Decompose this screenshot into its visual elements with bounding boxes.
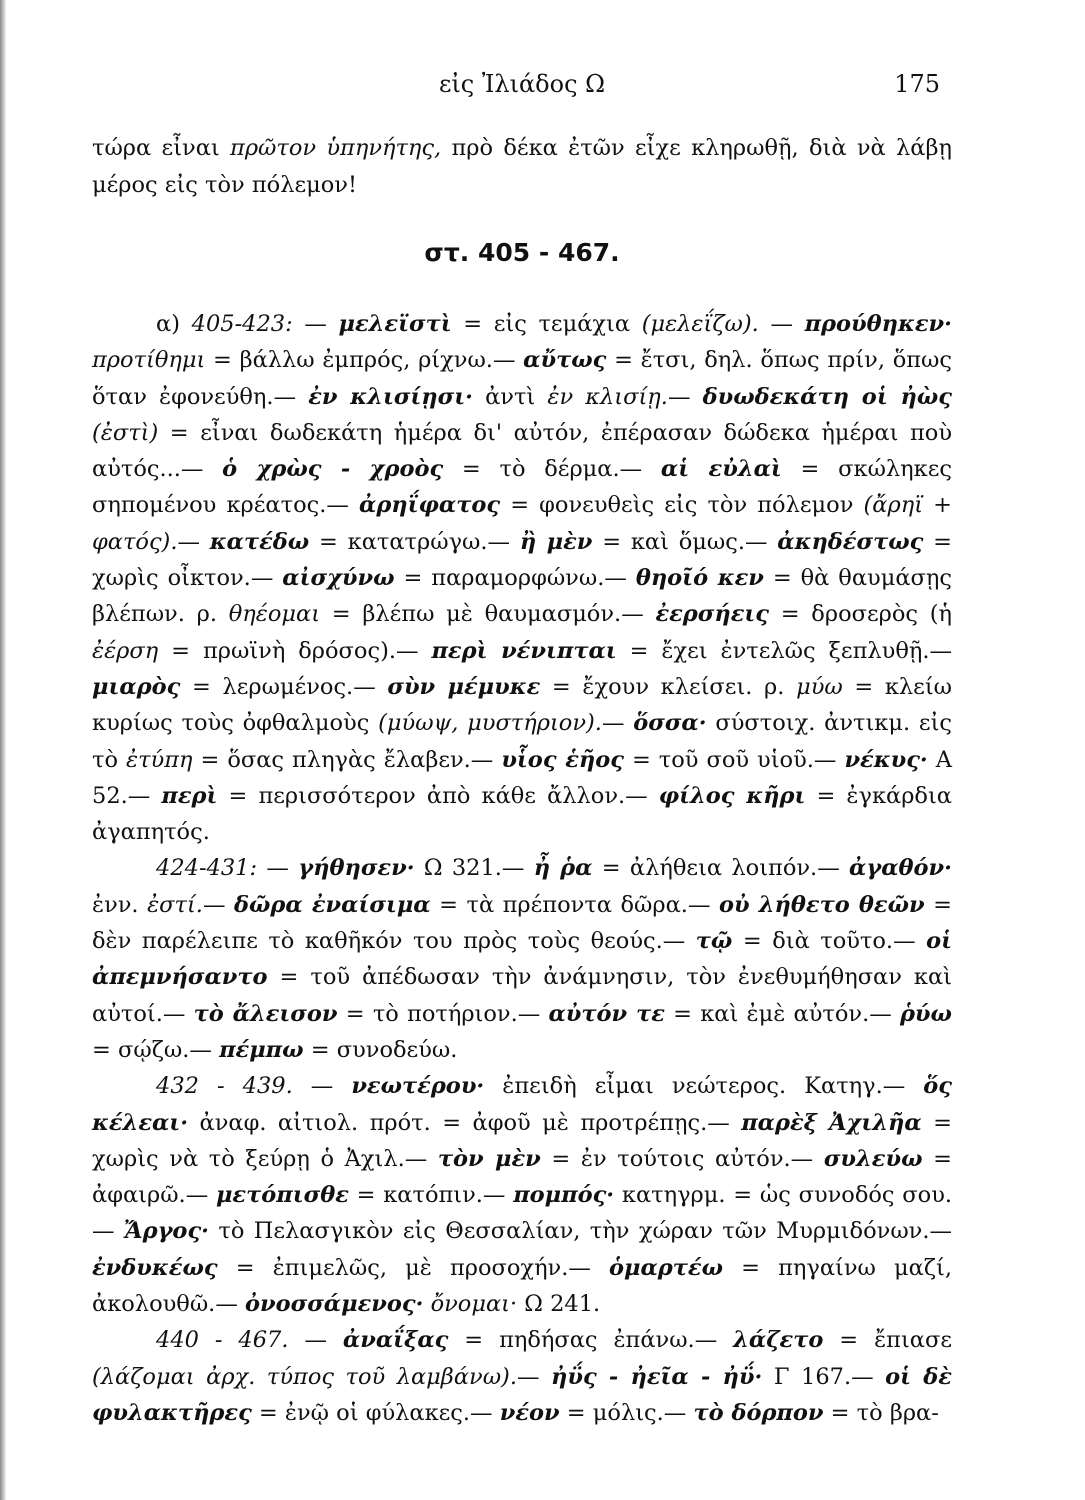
gloss-text: — — [257, 855, 299, 882]
gloss-text: ἀντὶ — [472, 383, 548, 410]
headword: ὀνοσσάμενος· — [245, 1291, 424, 1318]
gloss-text: — — [516, 1363, 552, 1390]
headword: αἱ εὐλαὶ — [660, 456, 782, 483]
gloss-text: = σῴζω.— — [92, 1036, 220, 1063]
gloss-text — [423, 1291, 430, 1317]
headword: ἀναΐξας — [342, 1327, 449, 1354]
italic-reference: μύω — [796, 673, 843, 700]
headword: νέον — [499, 1399, 560, 1426]
gloss-text: = ἔπιασε — [823, 1327, 952, 1354]
italic-reference: ἐν κλισίῃ. — [547, 383, 668, 410]
gloss-text: = ἔχει ἐντελῶς ξεπλυθῇ.— — [616, 637, 952, 664]
gloss-text: Α 52.— — [92, 746, 952, 809]
gloss-text: = τὸ ποτήριον.— — [337, 1000, 549, 1027]
page-number: 175 — [894, 70, 940, 98]
headword: ἀγαθόν· — [849, 855, 952, 882]
headword: ἐν κλισίῃσι· — [308, 383, 473, 410]
headword: πέμπω — [219, 1036, 304, 1063]
headword: λάζετο — [733, 1327, 824, 1354]
gloss-text: Ω 321.— — [414, 855, 534, 882]
headword: Ἄργος· — [123, 1218, 209, 1245]
gloss-text: = κατατρώγω.— — [309, 528, 520, 555]
headword: προύθηκεν· — [804, 311, 952, 337]
italic-reference: ἐέρση — [92, 637, 159, 664]
headword: υἷος ἑῆος — [501, 746, 624, 773]
headword: νεωτέρου· — [351, 1073, 485, 1100]
page-edge-shadow — [0, 0, 6, 1500]
headword: ἠΰς - ἠεῖα - ἠΰ· — [551, 1363, 763, 1390]
glossary-paragraph-2 — [92, 850, 952, 1068]
glossary-paragraph-1 — [92, 306, 952, 850]
headword: πομπός· — [513, 1182, 615, 1209]
headword: ἦ ῥα — [533, 855, 593, 882]
gloss-text: = δροσερὸς (ἡ — [768, 601, 953, 628]
headword: ἀκηδέστως — [777, 528, 924, 555]
headword: παρὲξ Ἀχιλῆα — [741, 1109, 922, 1136]
gloss-text: = τὰ πρέποντα δῶρα.— — [430, 891, 719, 918]
gloss-text: = τοῦ ἀπέδωσαν τὴν ἀνάμνησιν, τὸν ἐνεθυμήθησαν καὶ αὐτοί.— — [92, 964, 952, 1027]
gloss-text: = τὸ βρα- — [823, 1399, 939, 1426]
headword: κατέδω — [209, 528, 310, 555]
italic-reference: 424-431: — [156, 855, 258, 882]
gloss-text: = κατόπιν.— — [348, 1182, 514, 1209]
gloss-text: = θὰ θαυμάσῃς βλέπων. ρ. — [92, 565, 952, 628]
italic-reference: (ἄρηϊ + φατός). — [92, 492, 953, 555]
gloss-text: — — [202, 891, 234, 918]
headword: ὅς κέλεαι· — [92, 1073, 952, 1136]
italic-reference: 440 - 467. — [156, 1327, 289, 1354]
gloss-text: — — [292, 311, 339, 337]
gloss-text: κατηγρμ. = ὡς συνοδός σου.— — [92, 1182, 953, 1245]
headword: περὶ — [161, 782, 218, 809]
headword: τῷ — [695, 928, 733, 955]
headword: οἱ δὲ φυλακτῆρες — [92, 1363, 952, 1426]
italic-reference: θηέομαι — [228, 601, 321, 628]
gloss-text: = πηδήσας ἐπάνω.— — [448, 1327, 734, 1354]
headword: ἀρηΐφατος — [359, 492, 501, 519]
headword: αἰσχύνω — [282, 565, 395, 592]
italic-reference: (μελεΐζω). — [641, 311, 759, 337]
gloss-text: ἐπειδὴ εἶμαι νεώτερος. Κατηγ.— — [484, 1073, 924, 1100]
gloss-text: = βάλλω ἐμπρός, ρίχνω.— — [205, 347, 524, 374]
gloss-text: = ἐπιμελῶς, μὲ προσοχήν.— — [217, 1254, 610, 1281]
gloss-text: = καὶ ἐμὲ αὐτόν.— — [664, 1000, 900, 1027]
italic-reference: (λάζομαι ἀρχ. τύπος τοῦ λαμβάνω). — [92, 1363, 517, 1390]
gloss-text: = χωρὶς οἶκτον.— — [92, 528, 952, 592]
italic-reference: 405-423: — [191, 311, 293, 337]
italic-reference: (μύωψ, μυστήριον). — [378, 710, 602, 737]
headword: ἐερσήεις — [655, 601, 769, 628]
gloss-text: = λερωμένος.— — [180, 673, 388, 700]
headword: μελεϊστὶ — [338, 311, 452, 337]
gloss-text: = τοῦ σοῦ υἱοῦ.— — [623, 746, 845, 773]
headword: νέκυς· — [844, 746, 928, 773]
gloss-text: Γ 167.— — [762, 1363, 886, 1390]
gloss-text: α) — [156, 311, 192, 337]
gloss-text: Ω 241. — [517, 1291, 601, 1318]
gloss-text: = καὶ ὅμως.— — [592, 528, 778, 555]
gloss-text: = παραμορφώνω.— — [394, 565, 636, 592]
gloss-text: = σκώληκες σηπομένου κρέατος.— — [92, 456, 952, 519]
gloss-text: = ἔτσι, δηλ. ὅπως πρίν, ὅπως ὅταν ἐφονεύθη.— — [92, 347, 952, 410]
gloss-text: = εἶναι δωδεκάτη ἡμέρα δι' αὐτόν, ἐπέρασαν δώδεκα ἡμέραι ποὺ αὐτός...— — [92, 419, 952, 483]
gloss-text: = χωρὶς νὰ τὸ ξεύρῃ ὁ Ἀχιλ.— — [92, 1109, 952, 1172]
headword: αὐτόν τε — [548, 1000, 665, 1027]
headword: τὸ ἄλεισον — [193, 1000, 338, 1027]
headword: σὺν μέμυκε — [387, 673, 541, 700]
gloss-text: = συνοδεύω. — [303, 1036, 458, 1063]
gloss-text: = κλείω κυρίως τοὺς ὀφθαλμοὺς — [92, 673, 953, 737]
headword: ὁ χρὼς - χροὸς — [222, 456, 444, 483]
gloss-text: — — [601, 710, 634, 737]
intro-paragraph — [92, 130, 952, 204]
headword: οἱ ἀπεμνήσαντο — [92, 928, 952, 991]
gloss-text: = ἔχουν κλείσει. ρ. — [540, 673, 797, 700]
headword: δυωδεκάτη οἱ ἠὼς — [702, 383, 953, 410]
headword: οὐ λήθετο θεῶν — [718, 891, 925, 918]
intro-text-c: πρὸ δέκα ἐτῶν εἶχε κληρωθῇ, διὰ νὰ λάβῃ μέρος εἰς τὸν πόλεμον! — [92, 135, 952, 198]
italic-reference: ὄνομαι· — [430, 1291, 518, 1318]
gloss-text: — — [758, 311, 805, 337]
section-heading: στ. 405 - 467. — [424, 238, 620, 267]
gloss-text: σύστοιχ. ἀντικμ. εἰς τὸ — [92, 710, 953, 773]
headword: ὅσσα· — [633, 710, 707, 737]
italic-reference: ἐτύπη — [126, 746, 193, 773]
glossary — [92, 306, 952, 1431]
gloss-text: = μόλις.— — [559, 1399, 694, 1426]
headword: περὶ νένιπται — [431, 637, 617, 664]
gloss-text: ἀναφ. αἰτιολ. πρότ. = ἀφοῦ μὲ προτρέπῃς.— — [188, 1109, 742, 1136]
headword: συλεύω — [823, 1145, 923, 1172]
italic-reference: ἐστί. — [147, 891, 203, 918]
headword: ἢ μὲν — [519, 528, 593, 555]
gloss-text: = ἐγκάρδια ἀγαπητός. — [92, 782, 952, 846]
headword: μετόπισθε — [215, 1182, 349, 1209]
headword: αὔτως — [523, 347, 607, 374]
gloss-text: = εἰς τεμάχια — [451, 311, 642, 337]
glossary-paragraph-3 — [92, 1068, 952, 1322]
gloss-text: = ὅσας πληγὰς ἔλαβεν.— — [192, 746, 502, 773]
gloss-text: — — [288, 1327, 343, 1354]
headword: θηοῖό κεν — [635, 565, 764, 592]
headword: ὁμαρτέω — [609, 1254, 724, 1281]
italic-reference: 432 - 439. — [156, 1073, 293, 1100]
headword: δῶρα ἐναίσιμα — [233, 891, 431, 918]
gloss-text: = πηγαίνω μαζί, ἀκολουθῶ.— — [92, 1254, 952, 1318]
italic-reference: προτίθημι — [92, 347, 206, 374]
gloss-text: = βλέπω μὲ θαυμασμόν.— — [320, 601, 656, 628]
intro-text-a: τώρα εἶναι — [92, 135, 231, 161]
headword: τὸ δόρπον — [693, 1399, 824, 1426]
gloss-text: = δὲν παρέλειπε τὸ καθῆκόν του πρὸς τοὺς θεούς.— — [92, 891, 953, 955]
headword: τὸν μὲν — [437, 1145, 541, 1172]
gloss-text: = περισσότερον ἀπὸ κάθε ἄλλον.— — [217, 782, 659, 809]
gloss-text: = πρωϊνὴ δρόσος).— — [158, 637, 432, 664]
headword: γήθησεν· — [298, 855, 415, 882]
glossary-paragraph-4 — [92, 1322, 952, 1431]
italic-reference: (ἐστὶ) — [92, 419, 159, 446]
gloss-text: τὸ Πελασγικὸν εἰς Θεσσαλίαν, τὴν χώραν τῶν Μυρμιδόνων.— — [208, 1218, 952, 1245]
gloss-text: ἐνν. — [92, 891, 148, 918]
intro-italic-phrase: πρῶτον ὑπηνήτης, — [230, 135, 442, 161]
gloss-text: = διὰ τοῦτο.— — [732, 928, 927, 955]
running-title: εἰς Ἰλιάδος Ω — [438, 70, 606, 98]
headword: φίλος κῆρι — [658, 782, 806, 809]
gloss-text: = τὸ δέρμα.— — [443, 456, 661, 483]
headword: ἐνδυκέως — [92, 1254, 218, 1281]
gloss-text: = ἐν τούτοις αὐτόν.— — [540, 1145, 824, 1172]
running-header — [92, 68, 952, 102]
gloss-text: — — [292, 1073, 352, 1100]
gloss-text: = ἀλήθεια λοιπόν.— — [592, 855, 850, 882]
gloss-text: = ἀφαιρῶ.— — [92, 1145, 953, 1209]
gloss-text: = ἐνῷ οἱ φύλακες.— — [251, 1399, 500, 1426]
gloss-text: = φονευθεὶς εἰς τὸν πόλεμον — [500, 492, 864, 519]
headword: μιαρὸς — [92, 673, 181, 700]
gloss-text: — — [177, 528, 210, 555]
gloss-text: — — [667, 383, 703, 410]
headword: ῥύω — [899, 1000, 952, 1027]
